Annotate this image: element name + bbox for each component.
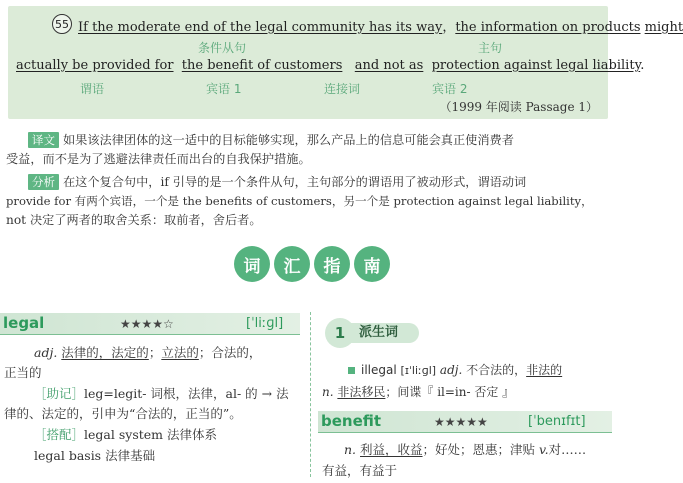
sentence-line-2 <box>16 58 644 73</box>
illegal-pos-n: n. <box>322 385 334 399</box>
illegal-def-1: 不合法的， <box>466 363 527 377</box>
illegal-phonetic: [ɪˈliːɡl] <box>400 364 437 377</box>
def-sep: ； <box>148 345 162 360</box>
comma: ， <box>442 20 456 35</box>
memo-tag: ［助记］ <box>34 386 85 401</box>
benefit-def-u: 利益，收益 <box>360 442 423 457</box>
derivative-illegal <box>348 361 562 378</box>
headword-benefit: benefit <box>321 412 382 430</box>
pos-adj: adj. <box>34 345 58 360</box>
word-card-legal <box>0 310 302 483</box>
headword-legal: legal <box>3 314 45 332</box>
illegal-def-1-u: 非法的 <box>526 363 563 377</box>
def-legal-1: 法律的，法定的 <box>61 345 149 360</box>
phonetic-legal: [ˈliːɡl] <box>246 316 284 331</box>
period: . <box>640 58 645 73</box>
gloss-conditional: 条件从句 <box>198 41 247 55</box>
word-bar-legal <box>0 313 300 335</box>
memo-text: leg=legit- 词根，法律，al- 的 → 法 <box>84 386 289 401</box>
collocation-1: legal system 法律体系 <box>84 427 217 442</box>
benefit-definition-cont: 有益，有益于 <box>322 463 398 478</box>
benefit-def-2: 对…… <box>548 442 587 457</box>
legal-definition <box>34 343 261 361</box>
connector: and not as <box>354 58 424 73</box>
legal-memo-cont: 律的、法定的，引申为“合法的，正当的”。 <box>4 406 242 421</box>
illegal-def-2: ；间谍『 il=in- 否定 』 <box>385 385 515 399</box>
gloss-object1: 宾语 1 <box>206 82 242 96</box>
analysis-block <box>6 173 610 230</box>
column-divider <box>310 312 311 477</box>
derivatives-number: 1 <box>325 318 355 348</box>
gloss-connector: 连接词 <box>324 82 361 96</box>
sentence-line-1 <box>78 16 683 35</box>
legal-definition-cont: 正当的 <box>4 365 42 380</box>
pos-n: n. <box>344 442 357 457</box>
analysis-text-2: provide for 有两个宾语，一个是 the benefits of customers，另一个是 protection against legal liability， <box>6 194 593 208</box>
predicate: actually be provided for <box>16 58 174 73</box>
translation-tag: 译文 <box>28 132 59 148</box>
def-legal-3: ；合法的， <box>198 345 262 360</box>
analysis-tag: 分析 <box>28 174 59 190</box>
illegal-def-2-u: 非法移民 <box>337 385 386 399</box>
legal-collocation <box>34 425 217 443</box>
pos-v: v. <box>539 442 549 457</box>
legal-memo <box>34 384 289 402</box>
derivatives-badge <box>325 318 440 348</box>
modal-might: might <box>644 20 683 35</box>
object-2: protection against legal liability <box>431 58 641 73</box>
vocab-char-2: 汇 <box>274 246 310 282</box>
source-citation: （1999 年阅读 Passage 1） <box>439 100 598 114</box>
vocab-char-1: 词 <box>234 246 270 282</box>
vocab-heading <box>0 246 616 286</box>
legal-collocation-2: legal basis 法律基础 <box>34 448 156 463</box>
main-clause-subject: the information on products <box>455 20 641 35</box>
gloss-object2: 宾语 2 <box>432 82 468 96</box>
conditional-clause: If the moderate end of the legal community has its way <box>78 20 443 35</box>
analysis-text-3: not 决定了两者的取舍关系：取前者，舍后者。 <box>6 213 262 227</box>
derivatives-label: 派生词 <box>345 323 419 343</box>
sentence-number: 55 <box>52 14 72 34</box>
benefit-definition <box>344 440 586 458</box>
star-rating-benefit: ★★★★★ <box>434 415 488 429</box>
gloss-main: 主句 <box>478 41 503 55</box>
sentence-box <box>8 6 683 119</box>
benefit-def-rest: ；好处；恩惠；津贴 <box>422 442 536 457</box>
def-legal-2: 立法的 <box>161 345 199 360</box>
gloss-predicate: 谓语 <box>80 82 105 96</box>
translation-text-1: 如果该法律团体的这一适中的目标能够实现，那么产品上的信息可能会真正使消费者 <box>63 133 514 147</box>
translation-text-2: 受益，而不是为了逃避法律责任而出台的自我保护措施。 <box>6 152 311 166</box>
collocation-tag: ［搭配］ <box>34 427 85 442</box>
bullet-icon <box>348 367 355 374</box>
vocab-char-4: 南 <box>354 246 390 282</box>
derivative-illegal-cont <box>322 383 514 400</box>
star-rating-legal: ★★★★☆ <box>120 317 174 331</box>
phonetic-benefit: [ˈbenɪfɪt] <box>528 414 586 429</box>
illegal-word: illegal <box>361 363 397 377</box>
translation-block <box>6 131 610 169</box>
word-bar-benefit <box>318 411 612 433</box>
object-1: the benefit of customers <box>181 58 343 73</box>
vocab-char-3: 指 <box>314 246 350 282</box>
analysis-text-1: 在这个复合句中，if 引导的是一个条件从句，主句部分的谓语用了被动形式，谓语动词 <box>63 175 527 189</box>
illegal-pos: adj. <box>439 363 463 377</box>
